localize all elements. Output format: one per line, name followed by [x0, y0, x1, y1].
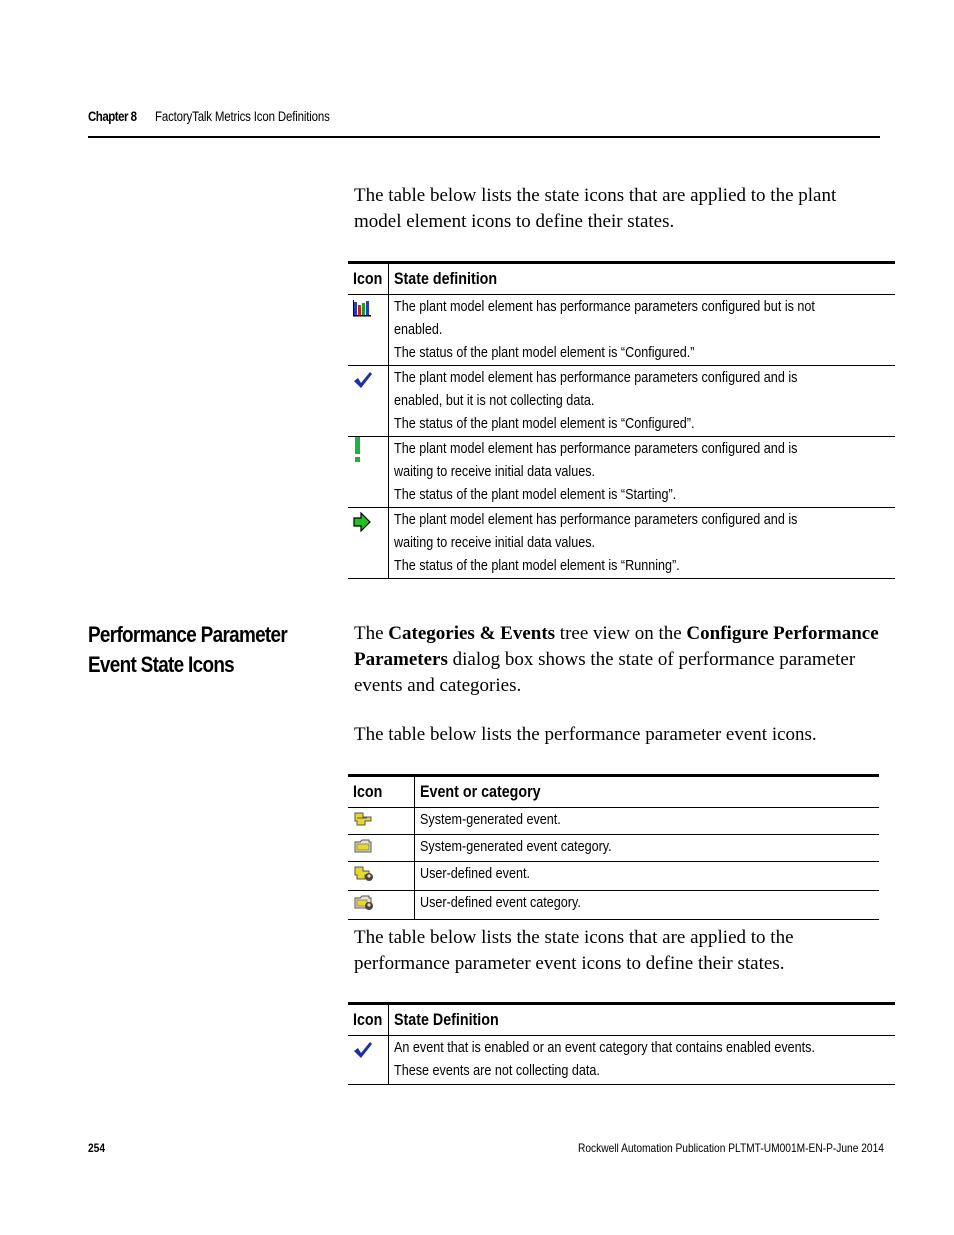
definition-line: The plant model element has performance parameters configured and is: [393, 440, 798, 457]
section-heading: [88, 620, 294, 680]
event-state-icons-table: [348, 1002, 895, 1085]
section-paragraph-2: The table below lists the performance parameter event icons.: [354, 724, 817, 745]
exclamation-icon: [353, 437, 363, 463]
table-row: [348, 1036, 895, 1085]
definition-line: The plant model element has performance parameters configured and is: [393, 369, 798, 386]
system-event-icon: [353, 811, 373, 827]
table-row: [348, 366, 895, 437]
table-row: [348, 508, 895, 579]
definition-line: enabled.: [393, 321, 443, 338]
definition-line: waiting to receive initial data values.: [393, 534, 595, 551]
chapter-title: FactoryTalk Metrics Icon Definitions: [155, 108, 330, 124]
user-event-icon: [353, 865, 375, 883]
event-description: User-defined event category.: [419, 894, 581, 911]
intro-paragraph-1: The table below lists the state icons that are applied to the plant model element icons to define their states.: [354, 185, 837, 232]
table-row: [348, 862, 879, 891]
event-description: System-generated event.: [419, 811, 561, 828]
table-row: [348, 295, 895, 366]
definition-line: The status of the plant model element is “Configured”.: [393, 415, 695, 432]
bar-chart-icon: [353, 299, 373, 317]
event-description: System-generated event category.: [419, 838, 612, 855]
section-heading-line: Event State Icons: [88, 652, 235, 677]
definition-line: enabled, but it is not collecting data.: [393, 392, 595, 409]
running-header: [88, 108, 880, 138]
column-header-icon: Icon: [348, 1004, 388, 1036]
checkmark-icon: [353, 1040, 373, 1060]
definition-line: The plant model element has performance parameters configured but is not: [393, 298, 815, 315]
table-row: [348, 437, 895, 508]
column-header-icon: Icon: [348, 263, 388, 295]
event-icons-table: [348, 774, 879, 920]
green-arrow-icon: [353, 512, 371, 532]
user-category-icon: [353, 894, 375, 912]
table-header-row: [348, 263, 895, 295]
table-row: [348, 835, 879, 862]
column-header-state-definition: State definition: [393, 269, 498, 288]
definition-line: The status of the plant model element is “Running”.: [393, 557, 680, 574]
definition-line: These events are not collecting data.: [393, 1062, 600, 1079]
system-category-icon: [353, 838, 373, 854]
definition-line: waiting to receive initial data values.: [393, 463, 595, 480]
definition-line: The status of the plant model element is “Configured.”: [393, 344, 695, 361]
table-header-row: [348, 1004, 895, 1036]
definition-line: The status of the plant model element is “Starting”.: [393, 486, 677, 503]
state-icons-table: [348, 261, 895, 579]
column-header-icon: Icon: [348, 776, 414, 808]
event-description: User-defined event.: [419, 865, 530, 882]
section-paragraph-1: The Categories & Events tree view on the Configure Performance Parameters dialog box shows the state of performance parameter events and categories.: [354, 623, 879, 696]
column-header-state-definition: State Definition: [393, 1010, 499, 1029]
definition-line: The plant model element has performance parameters configured and is: [393, 511, 798, 528]
section-heading-line: Performance Parameter: [88, 622, 288, 647]
column-header-event-or-category: Event or category: [419, 782, 541, 801]
table-row: [348, 891, 879, 920]
chapter-label: Chapter 8: [88, 108, 137, 124]
table-header-row: [348, 776, 879, 808]
definition-line: An event that is enabled or an event category that contains enabled events.: [393, 1039, 815, 1056]
intro-paragraph-3: The table below lists the state icons that are applied to the performance parameter event icons to define their states.: [354, 927, 794, 974]
publication-info: Rockwell Automation Publication PLTMT-UM001M-EN-P-June 2014: [578, 1141, 884, 1155]
checkmark-icon: [353, 370, 373, 390]
page-number: 254: [88, 1141, 106, 1155]
table-row: [348, 808, 879, 835]
